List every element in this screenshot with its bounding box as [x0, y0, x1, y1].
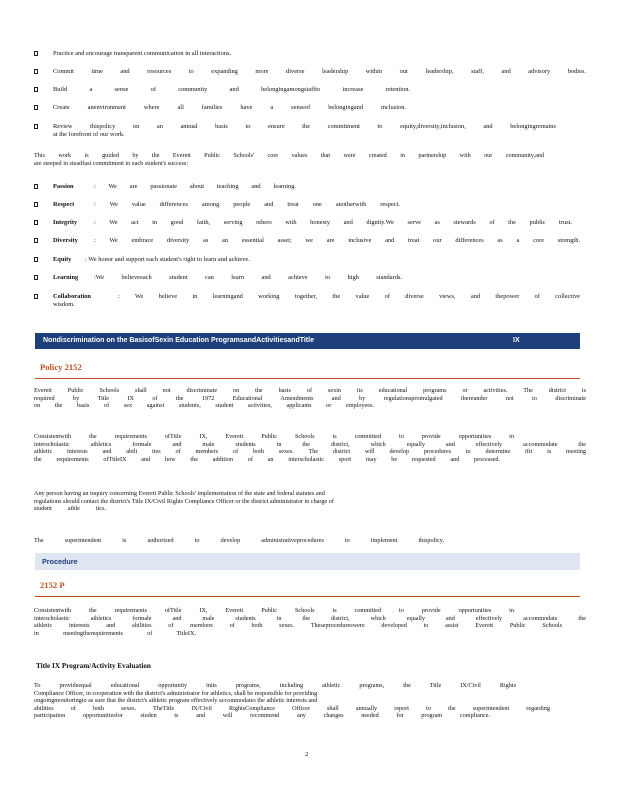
checkbox-bullet-icon	[34, 294, 38, 299]
checkbox-bullet-icon	[34, 105, 38, 110]
evaluation-subheading: Title IX Program/Activity Evaluation	[36, 662, 151, 670]
evaluation-paragraph	[34, 682, 586, 720]
checkbox-bullet-icon	[34, 275, 38, 280]
procedure-banner	[35, 553, 580, 570]
procedure-paragraph	[34, 607, 586, 637]
policy-line: The superintendent is authorized to develop administrativeprocedures to implement thispolicy.	[34, 537, 444, 544]
value-desc: :We believeeach student can learn and achieve to high standards.	[94, 274, 402, 281]
bullet-text: Practice and encourage transparent communication in all interactions.	[53, 50, 232, 57]
value-term: Integrity	[53, 219, 78, 226]
bullet-text: Create anenvironment where all families have a senseof belongingand inclusion.	[53, 104, 406, 111]
heading-rule	[35, 596, 580, 597]
procedure-line: interscholastic athletics formale and male students in the district, which equally and effectively accommodate the	[34, 614, 586, 622]
procedure-label: Procedure	[42, 557, 78, 566]
evaluation-line: ongoingmonitoringto as sure that the district's athletic program effectively accommodates the athletic interests and	[34, 697, 318, 705]
evaluation-line: Compliance Officer, in cooperation with the district's administrator for athletics, shall be responsible for providing	[34, 689, 318, 697]
policy-line: Any person having an inquiry concerning Everett Public Schools' implementation of the state and federal statutes and	[34, 490, 325, 497]
policy-paragraph	[34, 387, 586, 410]
value-desc: : We are passionate about teaching and learning.	[94, 183, 296, 190]
checkbox-bullet-icon	[34, 257, 38, 262]
evaluation-line: participation opportunitiesfor studen ts and will recommend any changes needed for program compliance.	[34, 712, 490, 720]
heading-rule	[35, 378, 580, 379]
policy-line: Consistentwith the requirements ofTitle IX, Everett Public Schools is committed to provide opportunities in	[34, 433, 514, 440]
policy-line: on the basis of sex against students, student activities, applicants or employees.	[34, 402, 374, 410]
bullet-text-line-1: Review thispolicy on an annual basis to ensure the commitment to equity,diversity,inclusion, and belongingremains	[53, 123, 556, 130]
section-title-banner	[35, 333, 580, 349]
policy-line: student athle tics.	[34, 505, 106, 513]
values-intro	[34, 152, 586, 167]
value-desc: : We believe in learningand working together, the value of diverse views, and thepower of collective	[118, 293, 580, 300]
page-number: 2	[305, 751, 309, 758]
value-term: Passion	[53, 183, 74, 190]
evaluation-line: To provideequal educational opportunity inits programs, including athletic programs, the Title IX/Civil Rights	[34, 682, 516, 689]
value-term: Equity	[53, 256, 72, 263]
checkbox-bullet-icon	[34, 202, 38, 207]
policy-line: required by Title IX of the 1972 Educational Amendments and by regulationspromulgated thereunder not to discriminate	[34, 394, 586, 402]
procedure-heading: 2152 P	[40, 580, 65, 590]
checkbox-bullet-icon	[34, 51, 38, 56]
value-desc-cont: wisdom.	[53, 301, 75, 308]
section-title-suffix: IX	[513, 337, 520, 344]
value-desc: : We honor and support each student's right to learn and achieve.	[85, 256, 250, 263]
checkbox-bullet-icon	[34, 124, 38, 129]
checkbox-bullet-icon	[34, 184, 38, 189]
value-desc: : We act in good faith, serving others with honesty and dignity.We serve as stewards of the public trust.	[94, 219, 572, 226]
values-intro-line: are steeped in steadfast commitment to each student's success:	[34, 159, 189, 167]
policy-line: athletic interests and abili ties of members of both sexes. The district will develop procedures to determine ifit is meeting	[34, 448, 586, 456]
policy-paragraph	[34, 433, 586, 463]
bullet-text-line-2: at the forefront of our work.	[53, 131, 125, 138]
value-desc: : We value differences among people and treat one anotherwith respect.	[94, 201, 400, 208]
bullet-text: Build a sense of community and belongingamongstaffto increase retention.	[53, 86, 410, 93]
policy-line: interscholastic athletics formale and male students in the district, which equally and effectively accommodate the	[34, 440, 586, 448]
procedure-line: Consistentwith the requirements ofTitle IX, Everett Public Schools is committed to provide opportunities in	[34, 607, 514, 614]
value-term: Learning	[53, 274, 79, 281]
checkbox-bullet-icon	[34, 238, 38, 243]
policy-line: Everett Public Schools shall not discriminate on the basis of sexin its educational programs or activities. The district is	[34, 387, 586, 394]
policy-paragraph	[34, 537, 586, 545]
section-title: Nondiscrimination on the BasisofSexin Education ProgramsandActivitiesandTitle	[43, 337, 314, 344]
value-term: Collaboration	[53, 293, 91, 300]
procedure-line: in meetingtherequirements of TitleIX.	[34, 629, 196, 637]
procedure-line: athletic interests and abilities of members of both sexes. Theseprocedureswere developed to assist Everett Public Schools	[34, 622, 562, 630]
policy-paragraph	[34, 490, 586, 513]
policy-line: regulations should contact the district's Title IX/Civil Rights Compliance Officer or the district administrator in charge of	[34, 497, 334, 505]
value-desc: : We embrace diversity as an essential asset; we are inclusive and treat our differences as a core strength.	[94, 237, 580, 244]
checkbox-bullet-icon	[34, 69, 38, 74]
values-intro-line: This work is guided by the Everett Public Schools' core values that were created in partnership with our community,and	[34, 152, 544, 159]
value-term: Diversity	[53, 237, 78, 244]
policy-heading: Policy 2152	[40, 362, 82, 372]
checkbox-bullet-icon	[34, 220, 38, 225]
checkbox-bullet-icon	[34, 87, 38, 92]
value-term: Respect	[53, 201, 75, 208]
policy-line: the requirements ofTitleIX and how the addition of an interscholastic sport may be requested and processed.	[34, 455, 500, 463]
evaluation-line: abilities of both sexes. TheTitle IX/Civil RightsCompliance Officer shall annually report to the superintendent regarding	[34, 704, 550, 712]
bullet-text: Commit time and resources to expanding more diverse leadership within our leadership, staff, and advisory bodies.	[53, 68, 586, 75]
